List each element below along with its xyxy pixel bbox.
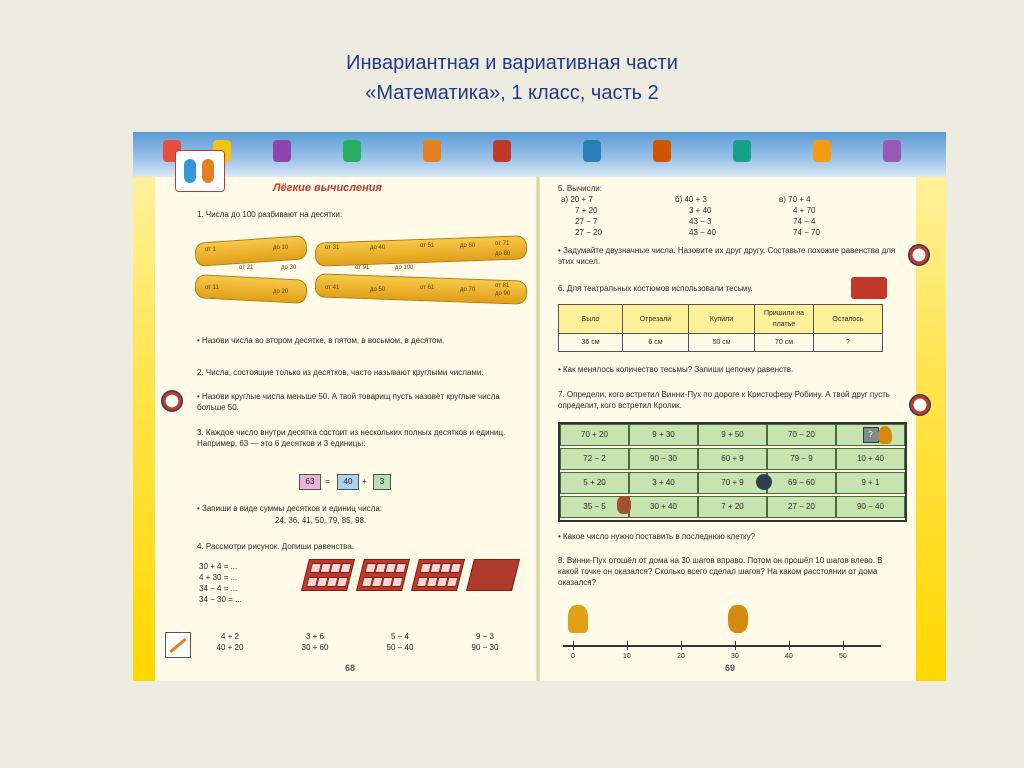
task-8: 8. Винни-Пух отошёл от дома на 30 шагов вправо. Потом он прошёл 10 шагов влево. В какой точке он оказался? Сколько всего сделал шагов? На каком расстоянии от дома оказался? [558, 556, 883, 587]
grid-cell: 10 + 40 [836, 448, 905, 470]
number-line-tick [681, 641, 682, 650]
lesson-title: Лёгкие вычисления [273, 182, 382, 194]
ribbon-label: до 100 [395, 265, 414, 271]
calc-item: 27 − 20 [575, 228, 602, 237]
number-line-tick [627, 641, 628, 650]
equation-tens: 40 [337, 474, 359, 490]
clown-icon [161, 390, 183, 412]
ribbon-label: от 41 [325, 285, 340, 291]
numbers-list: 24, 36, 41, 50, 79, 85, 98. [275, 516, 367, 525]
table-cell: 50 см [689, 334, 755, 352]
calc-item: 7 + 20 [575, 206, 598, 215]
number-line-label: 30 [731, 653, 739, 660]
crate-icon [301, 559, 355, 591]
expression: 4 + 30 = ... [199, 573, 238, 582]
hedgehog-icon [756, 474, 772, 490]
rabbit-icon [878, 426, 892, 444]
pair-bottom: 50 − 40 [386, 643, 414, 652]
number-line [563, 637, 881, 660]
grid-cell: 9 + 30 [629, 424, 698, 446]
page-number: 68 [345, 663, 356, 673]
calc-column [675, 194, 775, 238]
grid-cell: 9 + 50 [698, 424, 767, 446]
decoration-icon [653, 140, 671, 162]
calc-item: 3 + 40 [689, 206, 712, 215]
crate-icon [411, 559, 465, 591]
number-line-tick [789, 641, 790, 650]
pair-top: 5 − 4 [390, 632, 409, 641]
grid-cell: 35 − 5 [560, 496, 629, 518]
number-line-label: 0 [571, 653, 575, 660]
decoration-icon [733, 140, 751, 162]
bullet-5: • Задумайте двузначные числа. Назовите их друг другу. Составьте похожие равенства для этих чисел. [558, 246, 896, 266]
task-2: 2. Числа, состоящие только из десятков, часто называют круглыми числами. [197, 368, 484, 377]
ribbon-label: до 90 [495, 291, 511, 297]
decoration-icon [583, 140, 601, 162]
clown-icon [909, 394, 931, 416]
winnie-pooh-icon [568, 605, 588, 633]
number-line-axis [563, 645, 881, 647]
bullet-1: • Назови числа во втором десятке, в пятом, в восьмом, в десятом. [197, 336, 445, 345]
equation-tens-units: 63 [299, 474, 321, 490]
grid-cell: 70 − 20 [767, 424, 836, 446]
expression: 30 + 4 = ... [199, 562, 238, 571]
grid-cell: 79 − 9 [767, 448, 836, 470]
fabric-icon [851, 277, 887, 299]
table-cell: 36 см [559, 334, 623, 352]
ribbon-label: от 1 [205, 247, 216, 253]
ribbon-label: от 61 [420, 285, 435, 291]
textbook-spread-image [133, 132, 946, 681]
pair [460, 631, 510, 653]
expressions-list [199, 561, 289, 605]
calc-item: 74 − 70 [793, 228, 820, 237]
grid-cell: 5 + 20 [560, 472, 629, 494]
pencil-icon [165, 632, 191, 658]
grid-cell: 70 + 9 [698, 472, 767, 494]
task-4: 4. Рассмотри рисунок. Допиши равенства. [197, 542, 355, 551]
pair [375, 631, 425, 653]
clown-icon [908, 244, 930, 266]
grid-cell: 27 − 20 [767, 496, 836, 518]
calc-item: 27 − 7 [575, 217, 598, 226]
ribbon-label: до 80 [495, 251, 511, 257]
calc-item: 43 − 3 [689, 217, 712, 226]
slide-title-line2: «Математика», 1 класс, часть 2 [365, 82, 659, 104]
pair [290, 631, 340, 653]
ribbon-label: до 30 [281, 265, 297, 271]
ribbon-label: до 10 [273, 245, 289, 251]
decoration-icon [423, 140, 441, 162]
calc-item: 4 + 70 [793, 206, 816, 215]
calc-item: 43 − 40 [689, 228, 716, 237]
ribbon-label: от 21 [239, 265, 254, 271]
number-line-label: 10 [623, 653, 631, 660]
table-header: Осталось [814, 305, 883, 334]
grid-cell: 90 − 30 [629, 448, 698, 470]
table-header: Купили [689, 305, 755, 334]
ribbon-label: от 91 [355, 265, 370, 271]
table-header: Пришили на платье [755, 305, 814, 334]
ribbon-label: от 81 [495, 283, 510, 289]
decoration-icon [493, 140, 511, 162]
pair-bottom: 90 − 30 [471, 643, 499, 652]
ribbon-label: от 31 [325, 245, 340, 251]
pair-top: 3 + 6 [305, 632, 324, 641]
task-3: 3. Каждое число внутри десятка состоит из нескольких полных десятков и единиц. Например, 63 — это 6 десятков и 3 единицы: [197, 428, 506, 448]
pair-bottom: 30 + 60 [301, 643, 329, 652]
decoration-icon [813, 140, 831, 162]
task-7: 7. Определи, кого встретил Винни-Пух по дороге к Кристоферу Робину. А твой друг пусть определит, кого встретил Кролик. [558, 390, 890, 410]
grid-cell: 3 + 40 [629, 472, 698, 494]
table-cell: ? [814, 334, 883, 352]
ribbon-label: от 71 [495, 241, 510, 247]
slide-title-line1: Инвариантная и вариативная части [346, 52, 678, 74]
pair-bottom: 40 + 20 [216, 643, 244, 652]
left-page [195, 177, 525, 681]
bullet-7: • Какое число нужно поставить в последнюю клетку? [558, 532, 756, 541]
bullet-3: • Запиши в виде суммы десятков и единиц числа: [197, 504, 383, 513]
ribbon-label: до 50 [370, 287, 386, 293]
character-icon [728, 605, 748, 633]
decoration-icon [883, 140, 901, 162]
number-line-label: 50 [839, 653, 847, 660]
ribbon-label: до 60 [460, 243, 476, 249]
decorative-top-border [133, 132, 946, 177]
decoration-icon [343, 140, 361, 162]
ribbon-label: до 70 [460, 287, 476, 293]
grid-cell: 9 + 1 [836, 472, 905, 494]
crate-icon [466, 559, 520, 591]
calc-item: 74 − 4 [793, 217, 816, 226]
right-page [553, 177, 908, 681]
grid-cell: 72 − 2 [560, 448, 629, 470]
ribbon-label: до 40 [370, 245, 386, 251]
grid-cell: 90 − 40 [836, 496, 905, 518]
pair-top: 9 − 3 [475, 632, 494, 641]
left-margin-strip [133, 177, 155, 681]
grid-cell-last [836, 424, 905, 446]
book-spine [536, 177, 540, 681]
crate-icon [356, 559, 410, 591]
calc-item: а) 20 + 7 [561, 195, 593, 204]
table-cell: 70 см [755, 334, 814, 352]
number-line-tick [735, 641, 736, 650]
calc-item: в) 70 + 4 [779, 195, 811, 204]
calc-item: б) 40 + 3 [675, 195, 707, 204]
grid-cell: 30 + 40 [629, 496, 698, 518]
number-line-label: 40 [785, 653, 793, 660]
ribbon-label: от 11 [205, 285, 219, 291]
bullet-2: • Назови круглые числа меньше 50. А твой товарищ пусть назовёт круглые числа больше 50. [197, 392, 500, 412]
cloth-table [558, 304, 883, 352]
expression: 34 − 4 = ... [199, 584, 238, 593]
number-line-tick [573, 641, 574, 650]
task-6: 6. Для театральных костюмов использовали тесьму. [558, 284, 753, 293]
ribbon-label: до 20 [273, 289, 289, 295]
equation-equals: = [325, 477, 330, 486]
task-5: 5. Вычисли: [558, 184, 602, 193]
question-mark-box: ? [863, 427, 879, 443]
decoration-icon [273, 140, 291, 162]
task-1: 1. Числа до 100 разбивают на десятки: [197, 210, 343, 219]
path-grid [558, 422, 907, 522]
table-header: Было [559, 305, 623, 334]
pair [205, 631, 255, 653]
table-header: Отрезали [623, 305, 689, 334]
slide-title [0, 48, 1024, 108]
page-number: 69 [725, 663, 736, 673]
piglet-icon [617, 496, 631, 514]
number-line-tick [843, 641, 844, 650]
equation-units: 3 [373, 474, 391, 490]
table-cell: 6 см [623, 334, 689, 352]
calc-column [779, 194, 879, 238]
grid-cell: 69 − 60 [767, 472, 836, 494]
grid-cell: 60 + 9 [698, 448, 767, 470]
pair-top: 4 + 2 [220, 632, 239, 641]
grid-cell: 70 + 20 [560, 424, 629, 446]
calc-column [561, 194, 661, 238]
number-line-label: 20 [677, 653, 685, 660]
grid-cell: 7 + 20 [698, 496, 767, 518]
bullet-6: • Как менялось количество тесьмы? Запиши цепочку равенств. [558, 365, 794, 374]
ribbon-label: от 51 [420, 243, 435, 249]
expression: 34 − 30 = ... [199, 595, 242, 604]
equation-plus: + [362, 477, 367, 486]
